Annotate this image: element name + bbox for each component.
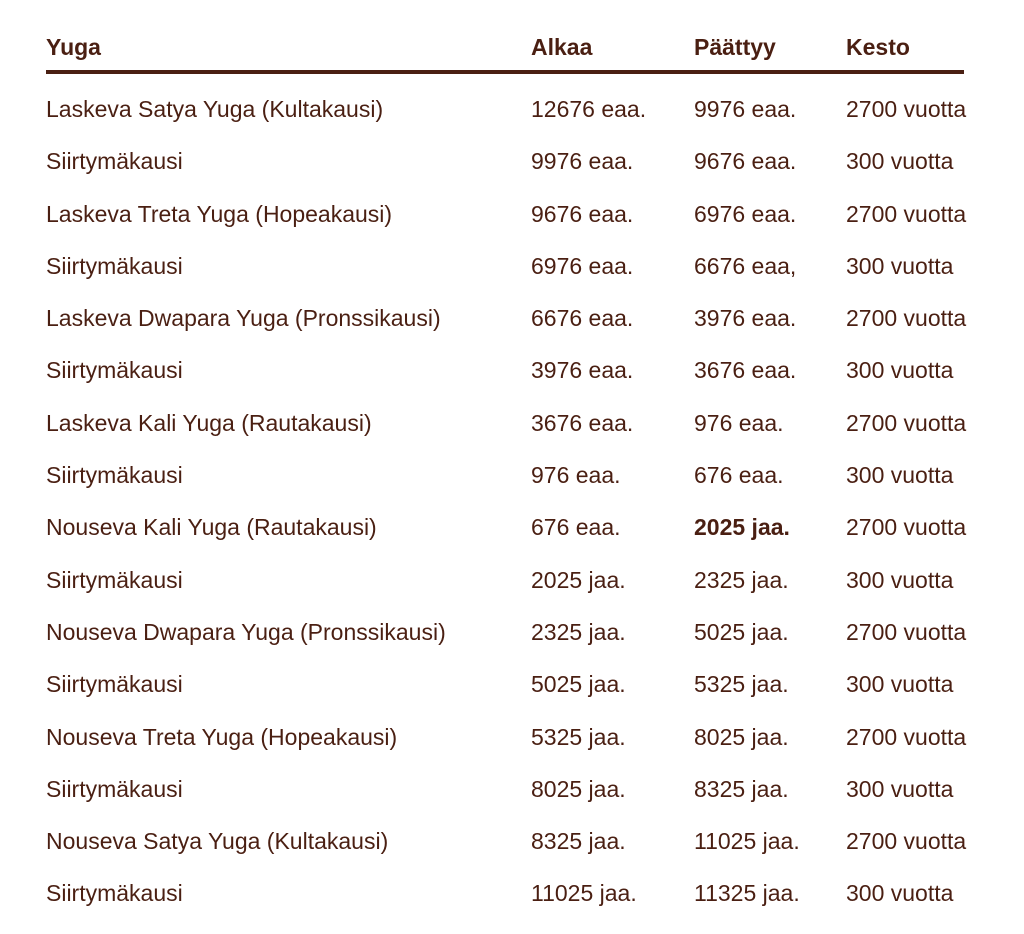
table-row <box>46 503 1006 555</box>
cell-yuga: Laskeva Kali Yuga (Rautakausi) <box>46 409 372 436</box>
cell-paattyy: 5025 jaa. <box>694 618 789 645</box>
cell-yuga: Nouseva Dwapara Yuga (Pronssikausi) <box>46 618 446 645</box>
cell-kesto: 2700 vuotta <box>846 514 967 541</box>
cell-alkaa: 3676 eaa. <box>531 409 634 436</box>
cell-yuga: Siirtymäkausi <box>46 148 183 175</box>
cell-alkaa: 5025 jaa. <box>531 671 626 698</box>
cell-kesto: 300 vuotta <box>846 252 954 279</box>
cell-paattyy: 2325 jaa. <box>694 566 789 593</box>
table-body <box>46 85 1006 922</box>
cell-kesto: 300 vuotta <box>846 462 954 489</box>
cell-paattyy: 11025 jaa. <box>694 828 800 855</box>
header-paattyy: Päättyy <box>694 34 776 60</box>
header-yuga: Yuga <box>46 34 101 60</box>
cell-alkaa: 8025 jaa. <box>531 775 626 802</box>
cell-kesto: 300 vuotta <box>846 148 954 175</box>
cell-paattyy: 9676 eaa. <box>694 148 797 175</box>
cell-alkaa: 9976 eaa. <box>531 148 634 175</box>
cell-kesto: 300 vuotta <box>846 566 954 593</box>
cell-yuga: Laskeva Satya Yuga (Kultakausi) <box>46 96 384 122</box>
cell-paattyy: 676 eaa. <box>694 462 784 489</box>
table-row <box>46 556 1006 608</box>
cell-alkaa: 2025 jaa. <box>531 566 626 593</box>
cell-kesto: 300 vuotta <box>846 357 954 384</box>
cell-kesto: 2700 vuotta <box>846 828 967 855</box>
cell-alkaa: 6976 eaa. <box>531 252 634 279</box>
table-row <box>46 399 1006 451</box>
cell-kesto: 2700 vuotta <box>846 305 967 332</box>
cell-yuga: Siirtymäkausi <box>46 357 183 384</box>
table-row <box>46 765 1006 817</box>
cell-alkaa: 8325 jaa. <box>531 828 626 855</box>
cell-kesto: 2700 vuotta <box>846 200 967 227</box>
table-row <box>46 817 1006 869</box>
cell-alkaa: 6676 eaa. <box>531 305 634 332</box>
cell-alkaa: 11025 jaa. <box>531 880 637 907</box>
cell-yuga: Nouseva Satya Yuga (Kultakausi) <box>46 828 389 855</box>
cell-kesto: 2700 vuotta <box>846 96 967 122</box>
cell-yuga: Nouseva Treta Yuga (Hopeakausi) <box>46 723 398 750</box>
cell-paattyy: 3676 eaa. <box>694 357 797 384</box>
table-row <box>46 190 1006 242</box>
yuga-table <box>46 0 1006 907</box>
cell-kesto: 300 vuotta <box>846 880 954 907</box>
cell-alkaa: 9676 eaa. <box>531 200 634 227</box>
cell-paattyy: 3976 eaa. <box>694 305 797 332</box>
header-kesto: Kesto <box>846 34 910 60</box>
cell-yuga: Nouseva Kali Yuga (Rautakausi) <box>46 514 377 541</box>
header-divider <box>46 70 964 74</box>
cell-yuga: Laskeva Dwapara Yuga (Pronssikausi) <box>46 305 441 332</box>
cell-alkaa: 3976 eaa. <box>531 357 634 384</box>
table-row <box>46 242 1006 294</box>
cell-paattyy: 5325 jaa. <box>694 671 789 698</box>
cell-alkaa: 5325 jaa. <box>531 723 626 750</box>
cell-alkaa: 12676 eaa. <box>531 96 647 122</box>
cell-kesto: 2700 vuotta <box>846 723 967 750</box>
cell-paattyy-highlighted: 2025 jaa. <box>694 514 790 541</box>
table-row <box>46 137 1006 189</box>
cell-alkaa: 2325 jaa. <box>531 618 626 645</box>
cell-paattyy: 11325 jaa. <box>694 880 800 907</box>
table-header <box>46 0 1006 75</box>
cell-yuga: Siirtymäkausi <box>46 671 183 698</box>
cell-alkaa: 976 eaa. <box>531 462 621 489</box>
table-row <box>46 608 1006 660</box>
cell-alkaa: 676 eaa. <box>531 514 621 541</box>
cell-yuga: Siirtymäkausi <box>46 880 183 907</box>
table-row <box>46 713 1006 765</box>
cell-paattyy: 6976 eaa. <box>694 200 797 227</box>
cell-yuga: Siirtymäkausi <box>46 252 183 279</box>
table-row <box>46 85 1006 137</box>
cell-kesto: 300 vuotta <box>846 775 954 802</box>
table-row <box>46 346 1006 398</box>
cell-yuga: Siirtymäkausi <box>46 462 183 489</box>
cell-kesto: 2700 vuotta <box>846 409 967 436</box>
cell-paattyy: 976 eaa. <box>694 409 784 436</box>
header-alkaa: Alkaa <box>531 34 593 60</box>
table-row <box>46 451 1006 503</box>
cell-kesto: 2700 vuotta <box>846 618 967 645</box>
cell-yuga: Laskeva Treta Yuga (Hopeakausi) <box>46 200 393 227</box>
cell-paattyy: 6676 eaa, <box>694 252 797 279</box>
table-row <box>46 869 1006 921</box>
cell-kesto: 300 vuotta <box>846 671 954 698</box>
table-row <box>46 294 1006 346</box>
table-row <box>46 660 1006 712</box>
cell-yuga: Siirtymäkausi <box>46 566 183 593</box>
cell-paattyy: 8325 jaa. <box>694 775 789 802</box>
cell-paattyy: 8025 jaa. <box>694 723 789 750</box>
cell-paattyy: 9976 eaa. <box>694 96 797 122</box>
cell-yuga: Siirtymäkausi <box>46 775 183 802</box>
